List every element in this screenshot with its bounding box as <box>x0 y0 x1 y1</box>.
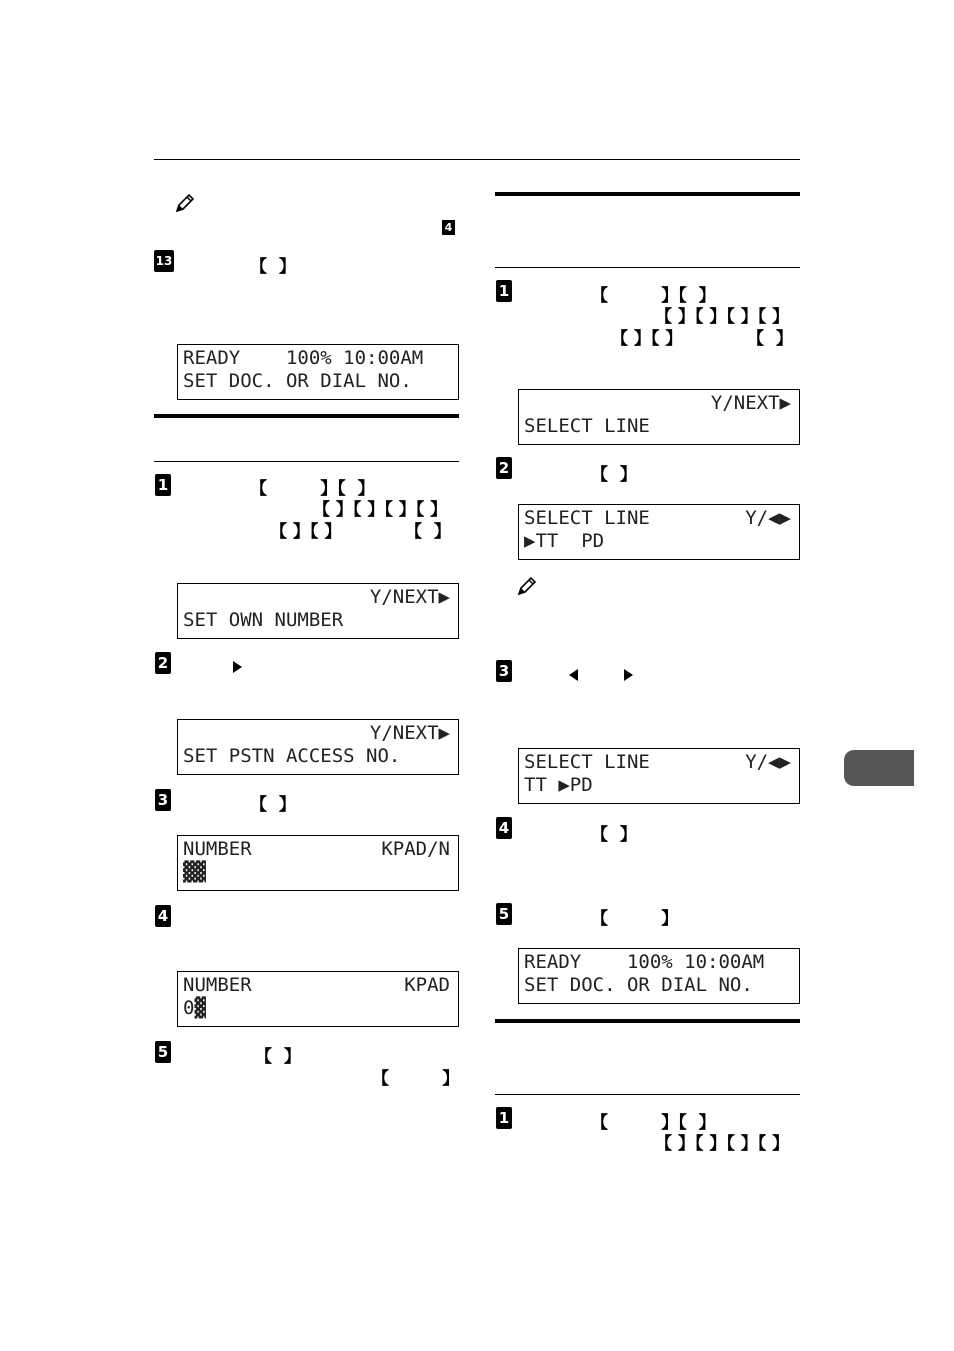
lcd-number-1 <box>177 835 459 891</box>
key-bracket: 【 】 <box>747 329 793 349</box>
ref-4-icon: 4 <box>442 220 455 235</box>
step-3: 3 <box>496 660 512 682</box>
step-2: 2 <box>496 457 512 479</box>
lcd-line: ▓▓ <box>183 861 206 883</box>
key-bracket: 【 】 <box>250 257 296 277</box>
header-rule <box>154 159 800 160</box>
section-rule-thin <box>154 461 459 462</box>
lcd-select-line-2 <box>518 504 800 560</box>
lcd-line: SET DOC. OR DIAL NO. <box>524 974 753 996</box>
key-bracket: 【 】 <box>250 795 296 815</box>
lcd-line: TT ▶PD <box>524 774 593 796</box>
lcd-select-line-1 <box>518 389 800 445</box>
key-bracket: 【 】 <box>255 1047 301 1067</box>
lcd-line: ▶TT PD <box>524 530 605 552</box>
key-bracket: 【 】【 】 <box>591 1113 716 1133</box>
step-1: 1 <box>155 474 171 496</box>
lcd-ready-1 <box>177 344 459 400</box>
key-bracket: 【 】 <box>372 1069 460 1089</box>
lcd-line: 0▓ <box>183 997 206 1019</box>
key-bracket: 【 】 <box>405 522 451 542</box>
lcd-line: Y/NEXT▶ <box>369 722 450 744</box>
lcd-line: SELECT LINE <box>524 415 650 437</box>
step-3: 3 <box>155 789 171 811</box>
lcd-pstn <box>177 719 459 775</box>
lcd-line: KPAD/N <box>381 838 450 860</box>
section-rule-thick <box>495 192 800 196</box>
lcd-line: Y/NEXT▶ <box>369 586 450 608</box>
key-bracket: 【 】 <box>591 909 679 929</box>
lcd-line: SET OWN NUMBER <box>183 609 344 631</box>
key-bracket: 【 】【 】 <box>270 522 342 542</box>
step-13: 13 <box>154 250 174 272</box>
lcd-ready-2 <box>518 948 800 1004</box>
lcd-line: KPAD <box>404 974 450 996</box>
key-bracket: 【 】 <box>591 825 637 845</box>
arrow-left-icon <box>569 669 578 681</box>
key-bracket: 【 】【 】 <box>591 286 716 306</box>
key-bracket: 【 】【 】 <box>611 329 683 349</box>
step-1: 1 <box>496 280 512 302</box>
lcd-line: Y/◀▶ <box>745 751 791 773</box>
step-5: 5 <box>496 903 512 925</box>
lcd-own-number <box>177 583 459 639</box>
step-2: 2 <box>155 652 171 674</box>
note-pencil-icon <box>174 192 196 214</box>
key-bracket: 【 】【 】 <box>250 479 375 499</box>
lcd-line: SET DOC. OR DIAL NO. <box>183 370 412 392</box>
key-bracket: 【 】【 】【 】【 】 <box>655 1134 790 1154</box>
lcd-line: SET PSTN ACCESS NO. <box>183 745 401 767</box>
key-bracket: 【 】【 】【 】【 】 <box>313 500 448 520</box>
section-rule-thin <box>495 267 800 268</box>
note-pencil-icon <box>516 575 538 597</box>
step-1: 1 <box>496 1107 512 1129</box>
section-rule-thin <box>495 1094 800 1095</box>
arrow-right-icon <box>624 669 633 681</box>
lcd-number-2 <box>177 971 459 1027</box>
section-rule-thick <box>495 1019 800 1023</box>
key-bracket: 【 】 <box>591 465 637 485</box>
step-5: 5 <box>155 1041 171 1063</box>
chapter-tab <box>844 750 914 786</box>
arrow-right-icon <box>233 661 242 673</box>
lcd-line: READY 100% 10:00AM <box>183 347 424 369</box>
step-4: 4 <box>496 817 512 839</box>
lcd-line: SELECT LINE <box>524 751 650 773</box>
key-bracket: 【 】【 】【 】【 】 <box>655 307 790 327</box>
lcd-line: Y/NEXT▶ <box>710 392 791 414</box>
section-rule-thick <box>154 414 459 418</box>
lcd-line: READY 100% 10:00AM <box>524 951 765 973</box>
lcd-line: NUMBER <box>183 974 252 996</box>
lcd-select-line-3 <box>518 748 800 804</box>
lcd-line: SELECT LINE <box>524 507 650 529</box>
lcd-line: NUMBER <box>183 838 252 860</box>
step-4: 4 <box>155 905 171 927</box>
lcd-line: Y/◀▶ <box>745 507 791 529</box>
